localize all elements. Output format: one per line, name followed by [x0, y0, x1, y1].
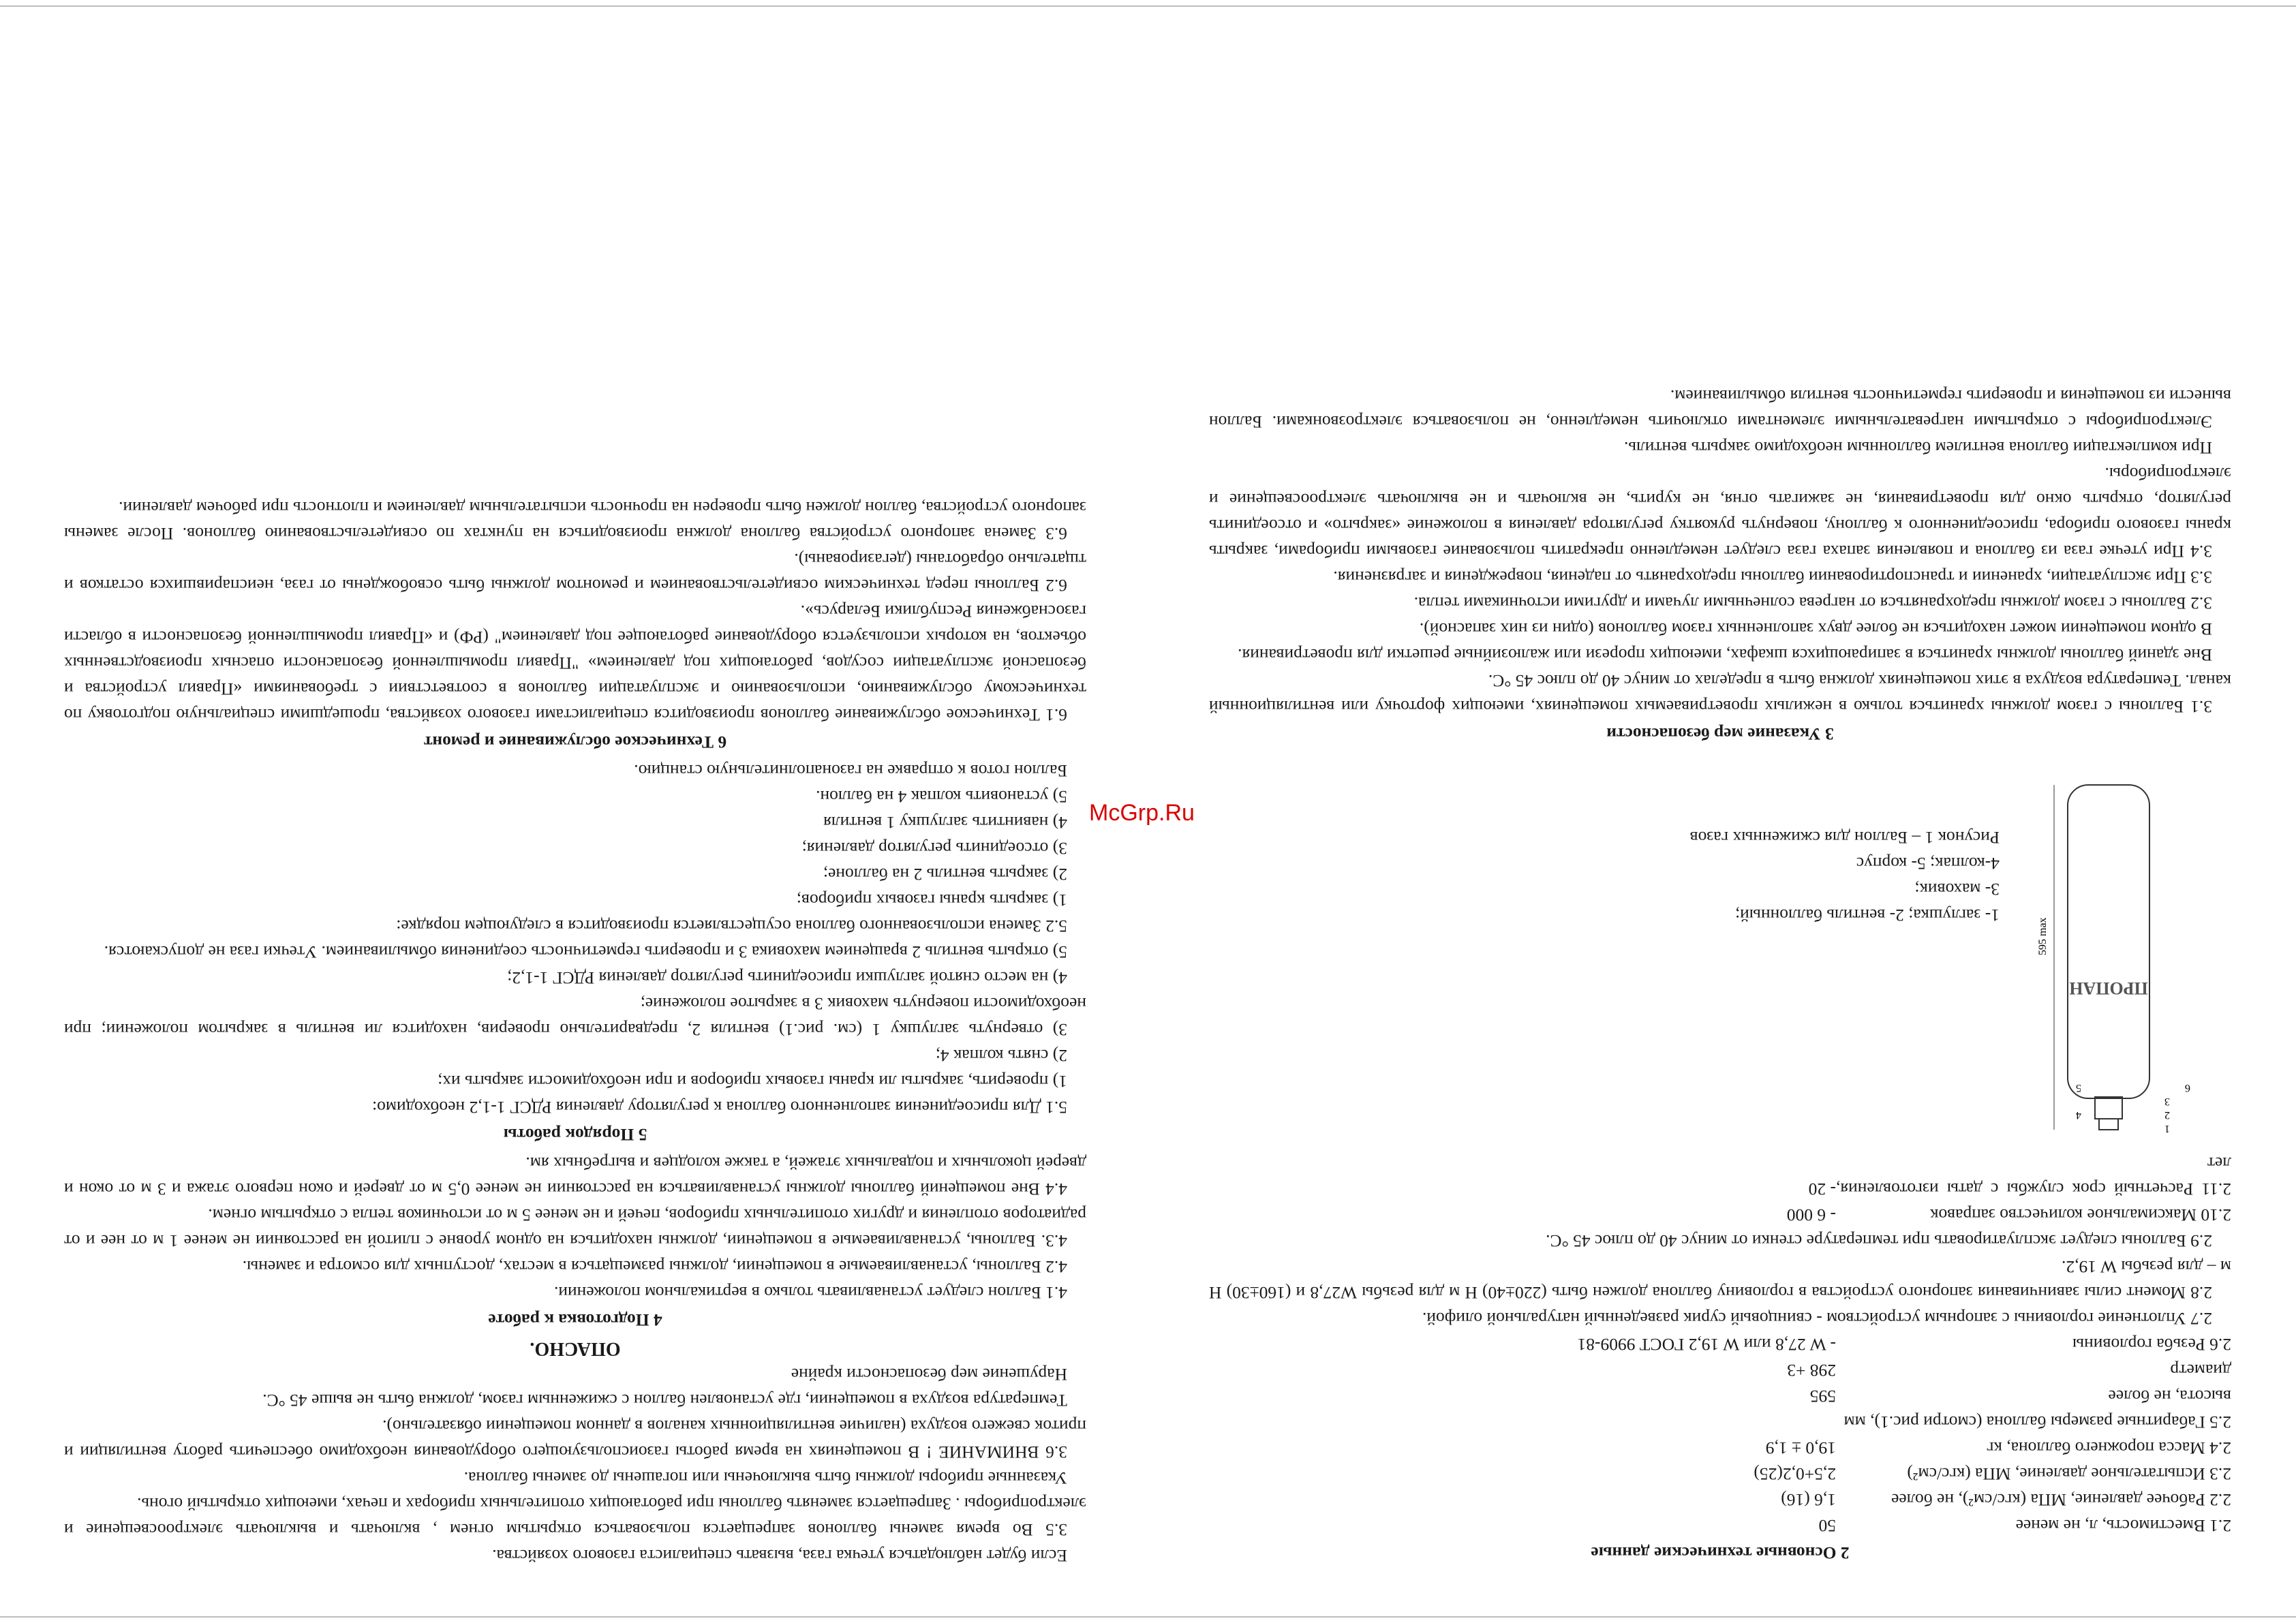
paragraph-5-1: 5.1 Для присоединения заполненного баллона к регулятору давления РДСГ 1-1,2 необходимо:: [372, 1098, 1067, 1117]
legend-line-2: 3- маховик;: [1914, 880, 2000, 899]
paragraph-intro: Если будет наблюдаться утечка газа, вызвать специалиста газового хозяйства.: [492, 1546, 1067, 1566]
spec-row: [1209, 1513, 2231, 1539]
danger-warning: ОПАСНО.: [530, 1338, 621, 1359]
spec-row: [1209, 1383, 2231, 1409]
cylinder-body: [2068, 785, 2149, 1098]
spec-list: [1209, 1331, 2231, 1539]
paragraph-6-2: 6.2 Баллоны перед техническим освидетельствованием и ремонтом должны быть освобождены от газа, неиспарившихся остатков и тщательно обработаны (дегазированы).: [64, 550, 1086, 596]
spec-label: 2.3 Испытательное давление, МПа (кгс/см²): [1907, 1464, 2231, 1484]
callout-5: 5: [2076, 1082, 2081, 1094]
paragraph-6-1: 6.1 Техническое обслуживание баллонов производится специалистами газового хозяйства, прошедшими специальную подготовку по техническому обслуживанию, использованию и эксплуатации баллонов в соответствии с требованиями «Правил устройства и безопасной эксплуатации сосудов, работающих под давлением» "Правил промышленной безопасности опасных производственных объектов, на которых используется оборудование работающее под давлением" (РФ) и «Правил промышленной безопасности в области газоснабжения Республики Беларусь».: [64, 602, 1086, 725]
callout-3: 3: [2164, 1096, 2170, 1107]
spec-row: [1209, 1435, 2231, 1461]
step-5-2-3: 3) отсоединить регулятор давления;: [801, 839, 1067, 859]
step-5-1-2: 2) снять колпак 4;: [935, 1046, 1067, 1066]
spec-value: - W 27,8 или W 19,2 ГОСТ 9909-81: [1577, 1335, 1836, 1355]
brand-label: ПРОПАН: [2069, 978, 2148, 998]
paragraph-2-7: 2.7 Уплотнение горловины с запорным устройством - свинцовый сурик разведенный натуральной олифой.: [1422, 1309, 2212, 1329]
figure-1: [1209, 758, 2231, 1139]
figure-legend: [1690, 758, 2000, 1139]
right-column: [64, 56, 1086, 1568]
spec-value: 298 +3: [1787, 1361, 1836, 1380]
paragraph-4-1: 4.1 Баллон следует устанавливать только в вертикальном положении.: [553, 1283, 1067, 1303]
spec-label: диаметр: [2170, 1361, 2231, 1380]
spec-label: 2.6 Резьба горловины: [2072, 1335, 2231, 1355]
paragraph-4-3: 4.3. Баллоны, устанавливаемые в помещении, должны находиться на одном уровне с плитой на расстоянии не менее 1 м от нее и от радиаторов отопления и других отопительных приборов, печей и не менее 5 м от источников тепла с открытым огнем.: [64, 1205, 1086, 1251]
spec-label: 2.11 Расчетный срок службы с даты изготовления, лет: [1836, 1154, 2231, 1199]
spec-value: [1666, 1409, 1836, 1435]
step-5-2-2: 2) закрыть вентиль 2 на баллоне;: [823, 865, 1067, 884]
section-4-title: 4 Подготовка к работе: [488, 1310, 662, 1330]
left-column: [1209, 56, 2231, 1568]
paragraph-3-1: 3.1 Баллоны с газом должны храниться только в нежилых проветриваемых помещениях, имеющих форточку или вентиляционный канал. Температура воздуха в этих помещениях должна быть в пределах от минус 40 до плюс 45 °С.: [1209, 671, 2231, 717]
spec-label: 2.2 Рабочее давление, МПа (кгс/см²), не более: [1891, 1490, 2231, 1510]
paragraph-4-4: 4.4 Вне помещений баллоны должны устанавливаться на расстоянии не менее 0,5 м от дверей и окон первого этажа и 3 м от окон и дверей цокольных и подвальных этажей, а также колодцев и выгребных ям.: [64, 1154, 1086, 1199]
paragraph-2-8: 2.8 Момент силы завинчивания запорного устройства в горловину баллона должен быть (220±40) Н м для резьбы W27,8 и (160±30) Н м – для резьбы W 19,2.: [1209, 1257, 2231, 1303]
cylinder-handwheel: [2099, 1119, 2118, 1130]
paragraph-3-5b: Указанные приборы должны быть выключены или погашены до замены баллона.: [463, 1468, 1067, 1488]
spec-label: 2.5 Габаритные размеры баллона (смотри рис.1), мм: [1843, 1412, 2231, 1432]
paragraph-3-6: 3.6 ВНИМАНИЕ ! В помещениях на время работы газоиспользующего оборудования необходимо обеспечить работу вентиляции и приток свежего воздуха (наличие вентиляционных каналов в данном помещении обязательно).: [64, 1417, 1086, 1462]
callout-4: 4: [2076, 1109, 2081, 1121]
paragraph-3-4b: При комплектации баллона вентилем баллонным необходимо закрыть вентиль.: [1623, 438, 2212, 458]
spec-row: [1209, 1331, 2231, 1357]
spec-label: 2.4 Масса порожнего баллона, кг: [1987, 1438, 2231, 1458]
paragraph-3-1b: Вне зданий баллоны должны храниться в запирающихся шкафах, имеющих прорези или жалюзийные решетки для проветривания.: [1238, 645, 2212, 665]
paragraph-3-1c: В одном помещении может находиться не более двух заполненных газом баллонов (один из них запасной).: [1419, 619, 2212, 639]
spec-value: - 6 000: [1786, 1205, 1836, 1225]
paragraph-4-2: 4.2 Баллоны, устанавливаемые в помещении, должны размещаться в местах, доступных для осмотра и замены.: [242, 1257, 1067, 1277]
spec-label: 2.10 Максимальное количество заправок: [1930, 1205, 2231, 1225]
spec-row: [1209, 1461, 2231, 1487]
spec-value: - 20: [1808, 1179, 1836, 1199]
spec-label: 2.1 Вместимость, л, не менее: [2015, 1516, 2231, 1536]
section-6-title: 6 Техническое обслуживание и ремонт: [423, 732, 727, 752]
callout-2: 2: [2164, 1109, 2170, 1121]
callout-1: 1: [2164, 1123, 2170, 1134]
step-5-1-1: 1) проверить, закрыты ли краны газовых приборов и при необходимости закрыть их;: [438, 1072, 1067, 1092]
paragraph-5-2-end: Баллон готов к отправке на газонаполнительную станцию.: [634, 761, 1067, 781]
step-5-2-1: 1) закрыть краны газовых приборов;: [796, 891, 1067, 910]
paragraph-3-3: 3.3 При эксплуатации, хранении и транспортировании баллоны предохранять от падения, повреждения и загрязнения.: [1333, 568, 2212, 587]
section-5-title: 5 Порядок работы: [503, 1125, 647, 1145]
dimension-label: 595 max: [2037, 917, 2049, 955]
spec-row: [1209, 1487, 2231, 1513]
callout-6: 6: [2185, 1082, 2190, 1094]
watermark-text: McGrp.Ru: [1089, 800, 1195, 826]
section-2-title: 2 Основные технические данные: [1591, 1543, 1850, 1563]
spec-row-2-10: [1209, 1202, 2231, 1228]
step-5-2-4: 4) навинтить заглушку 1 вентиля: [823, 813, 1067, 833]
section-3-title: 3 Указание мер безопасности: [1606, 724, 1834, 744]
spec-value: 19,0 ± 1,9: [1765, 1438, 1836, 1458]
spec-value: 1,6 (16): [1781, 1490, 1836, 1510]
spec-value: 50: [1818, 1516, 1836, 1536]
legend-line-3: 4-колпак; 5- корпус: [1856, 854, 2000, 874]
step-5-1-4: 4) на место снятой заглушки присоединить регулятор давления РДСГ 1-1,2;: [507, 968, 1067, 988]
paragraph-3-4c: Электроприборы с открытыми нагревательными элементами отключить немедленно, не пользоваться электрозвонками. Баллон вынести из помещения и проверить герметичность вентиля обмыливанием.: [1209, 386, 2231, 432]
step-5-1-5: 5) открыть вентиль 2 вращением маховика 3 и проверить герметичность соединения обмыливанием. Утечки газа не допускаются.: [104, 942, 1067, 962]
paragraph-3-6c: Нарушение мер безопасности крайне: [791, 1365, 1067, 1385]
legend-line-1: 1- заглушка; 2- вентиль баллонный;: [1735, 906, 2000, 925]
cylinder-valve: [2095, 1097, 2122, 1119]
spec-value: 595: [1809, 1387, 1836, 1406]
step-5-1-3: 3) отвернуть заглушку 1 (см. рис.1) вентиля 2, предварительно проверив, находится ли вентиль в закрытом положении; при необходимости повернуть маховик 3 в закрытое положение;: [64, 994, 1086, 1040]
paragraph-3-4: 3.4 При утечке газа из баллона и появления запаха газа следует немедленно прекратить пользование газовыми приборами, закрыть краны газового прибора, присоединенного к баллону, повернуть рукоятку регулятора давления в положение «закрыто» и отсоединить регулятор, открыть окно для проветривания, не зажигать огня, не курить, не включать и не выключать электроосвещение и электроприборы.: [1209, 464, 2231, 561]
spec-label: высота, не более: [2108, 1387, 2231, 1406]
spec-row: [1209, 1357, 2231, 1383]
paragraph-3-6b: Температура воздуха в помещении, где установлен баллон с сжиженным газом, должна быть не выше 45 °С.: [262, 1391, 1067, 1410]
spec-row: [1209, 1409, 2231, 1435]
figure-caption: Рисунок 1 – Баллон для сжиженных газов: [1689, 828, 2000, 848]
spec-row-2-11: [1209, 1150, 2231, 1202]
paragraph-2-9: 2.9 Баллоны следует эксплуатировать при температуре стенки от минус 40 до плюс 45 °С.: [1546, 1231, 2212, 1251]
paragraph-5-2: 5.2 Замена использованного баллона осуществляется производится в следующем порядке:: [396, 916, 1067, 936]
step-5-2-5: 5) установить колпак 4 на баллон.: [816, 787, 1067, 807]
spec-value: 2,5+0,2(25): [1754, 1464, 1836, 1484]
paragraph-6-3: 6.3 Замена запорного устройства баллона должна производиться на пунктах по освидетельствованию баллонов. После замены запорного устройства, баллон должен быть проверен на прочность испытательным давлением и плотность при рабочем давлении.: [64, 498, 1086, 544]
gas-cylinder-drawing: [2027, 758, 2231, 1139]
paragraph-3-2: 3.2 Баллоны с газом должны предохраняться от нагрева солнечными лучами и другими источниками тепла.: [1413, 593, 2212, 613]
paragraph-3-5: 3.5 Во время замены баллонов запрещается пользоваться открытым огнем , включать и выключать электроосвещение и электроприборы . Запрещается заменять баллоны при работающих отопительных приборах и печах, имеющих открытый огонь.: [64, 1494, 1086, 1540]
